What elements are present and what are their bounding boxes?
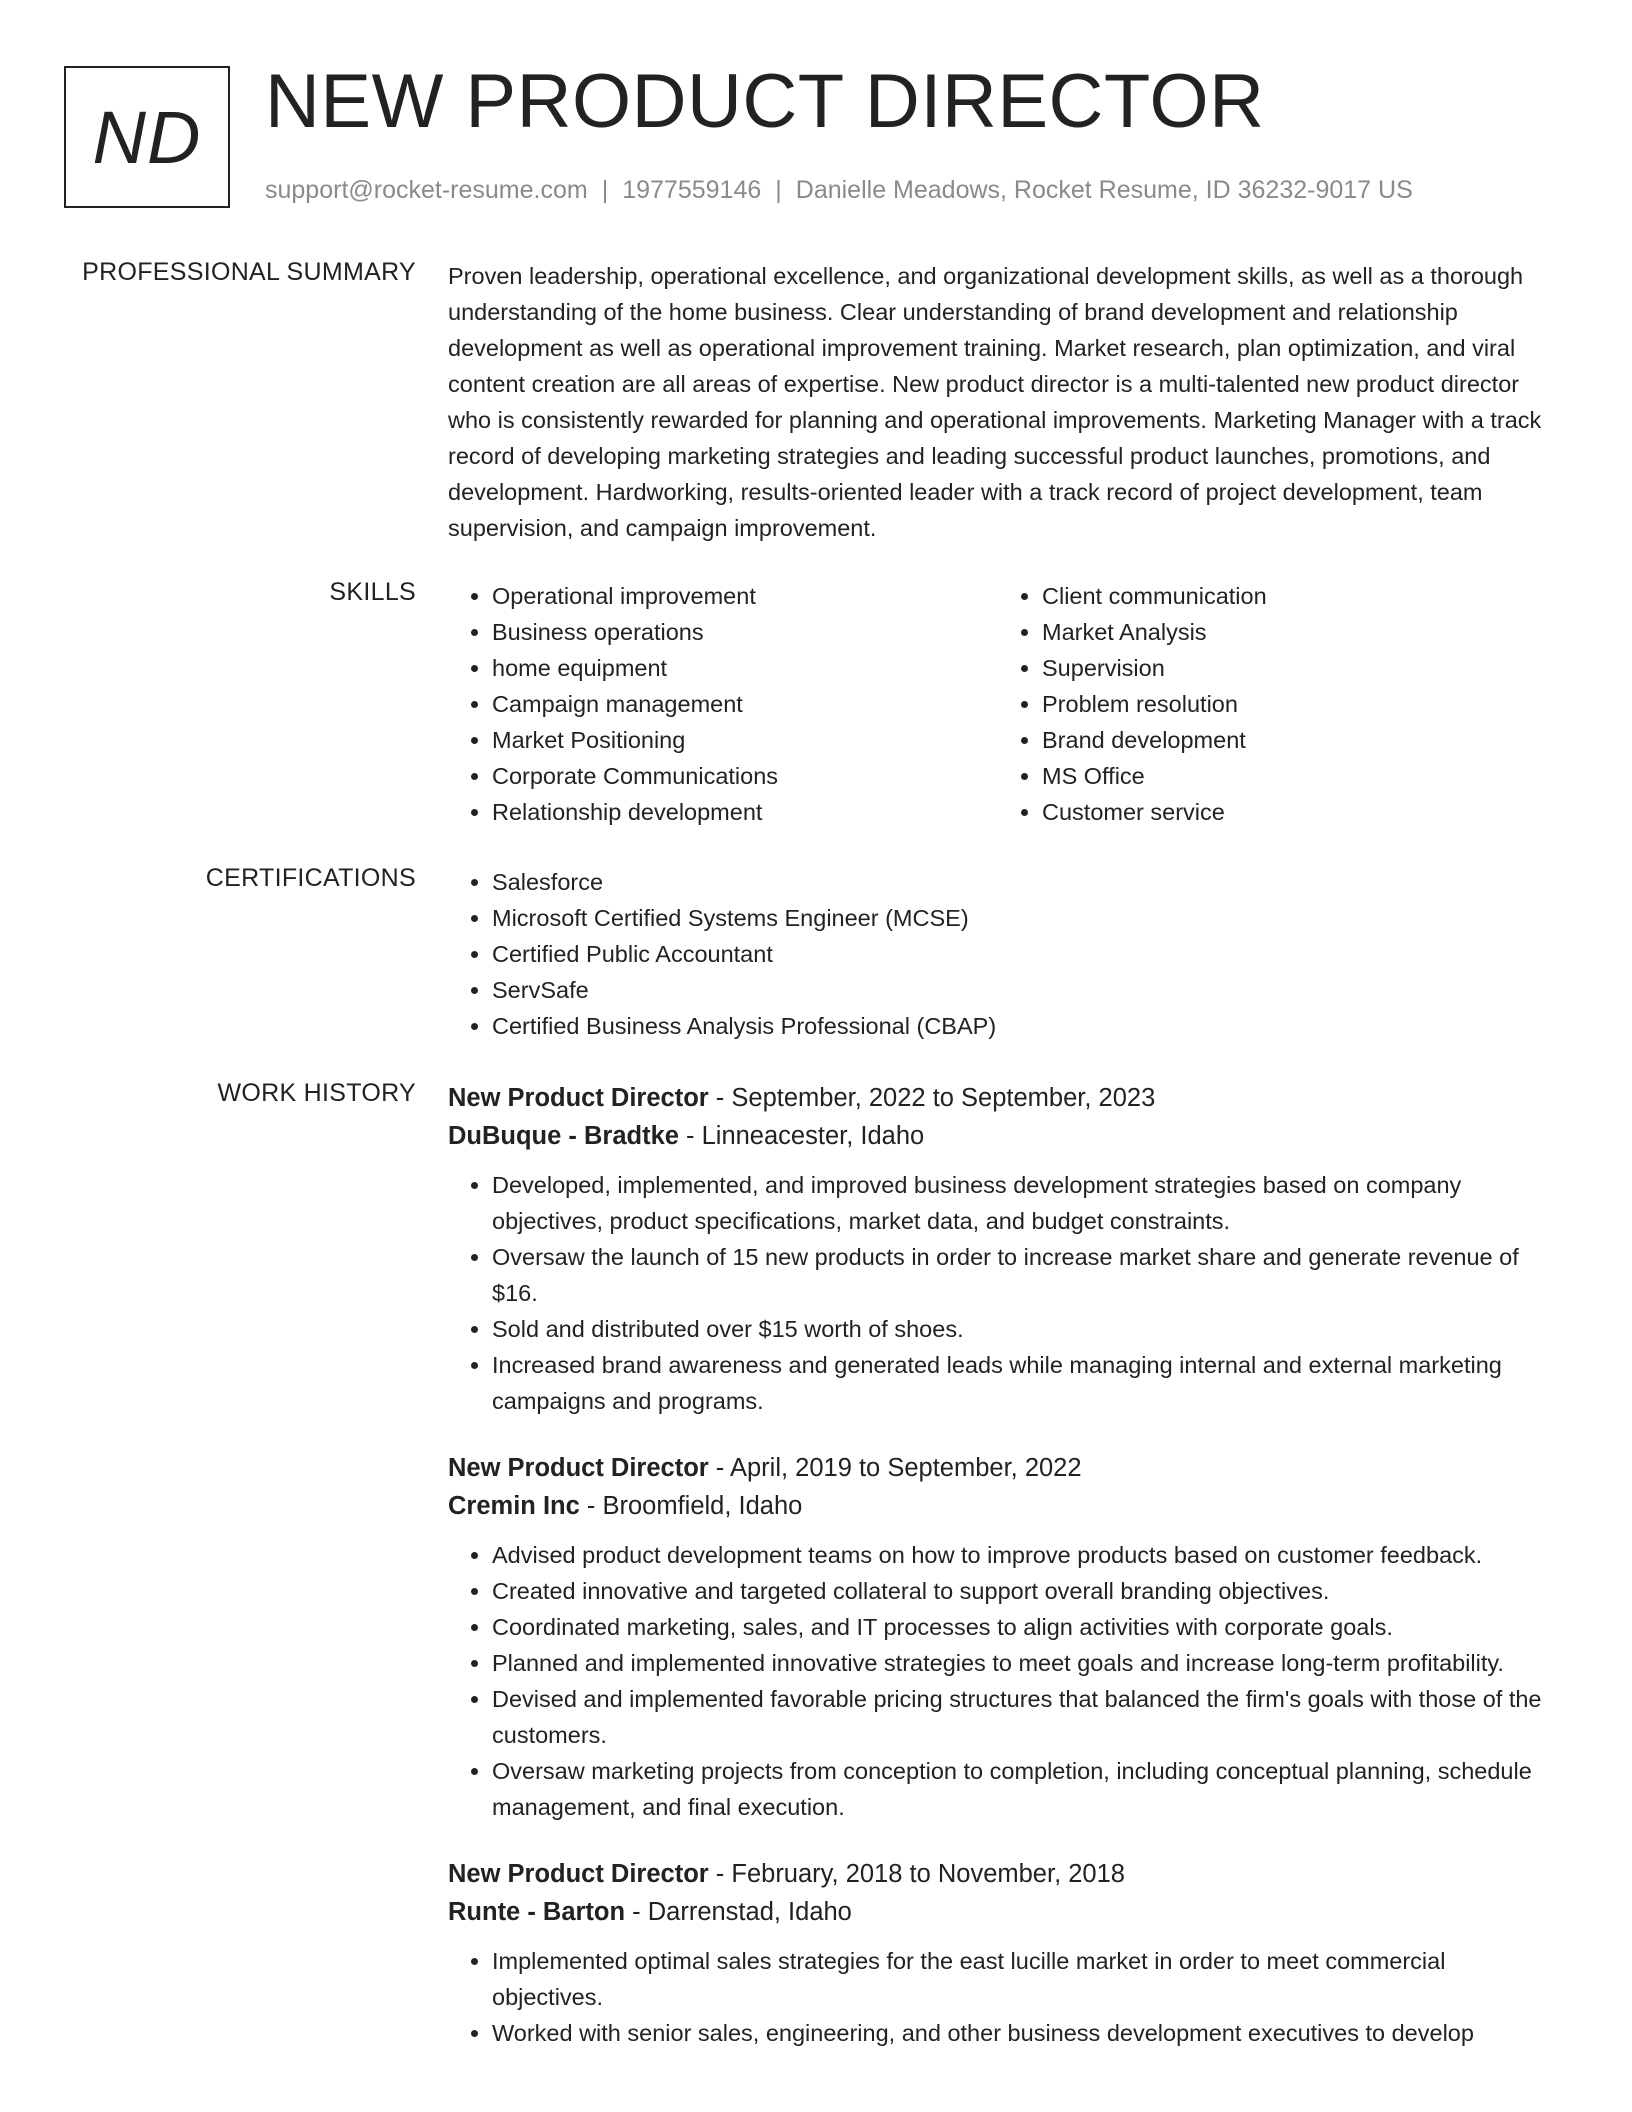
job-entry (448, 1079, 1556, 1419)
contact-address: Danielle Meadows, Rocket Resume, ID 36232-9017 US (795, 176, 1413, 204)
job-company: Runte - Barton (448, 1898, 626, 1926)
skill-item: • Market Positioning (492, 722, 998, 758)
certification-item: • ServSafe (492, 972, 1556, 1008)
monogram-badge (64, 66, 230, 208)
job-bullet: • Sold and distributed over $15 worth of shoes. (492, 1311, 1556, 1347)
job-title: New Product Director (448, 1860, 709, 1888)
monogram-initials: ND (92, 95, 202, 179)
job-bullets (448, 1537, 1556, 1825)
job-bullet: • Devised and implemented favorable pricing structures that balanced the firm's goals with those of the customers. (492, 1681, 1556, 1753)
job-title: New Product Director (448, 1084, 709, 1112)
certification-item: • Microsoft Certified Systems Engineer (MCSE) (492, 900, 1556, 936)
job-entry (448, 1855, 1556, 2051)
contact-email[interactable]: support@rocket-resume.com (265, 176, 588, 204)
certifications-list (448, 864, 1556, 1044)
job-dates: - April, 2019 to September, 2022 (708, 1454, 1082, 1482)
job-bullet: • Coordinated marketing, sales, and IT processes to align activities with corporate goals. (492, 1609, 1556, 1645)
skill-item: • Business operations (492, 614, 998, 650)
job-location: - Broomfield, Idaho (579, 1492, 803, 1520)
job-bullet: • Developed, implemented, and improved business development strategies based on company objectives, product specifications, market data, and budget constraints. (492, 1167, 1556, 1239)
skill-item: • Customer service (1042, 794, 1548, 830)
certifications-body (448, 864, 1556, 1044)
skills-list-left (448, 578, 998, 830)
job-bullet: • Advised product development teams on how to improve products based on customer feedback. (492, 1537, 1556, 1573)
job-location: - Linneacester, Idaho (678, 1122, 925, 1150)
skill-item: • Market Analysis (1042, 614, 1548, 650)
job-title-line (448, 1855, 1556, 1893)
skill-item: • Brand development (1042, 722, 1548, 758)
skill-item: • Corporate Communications (492, 758, 998, 794)
job-title-line (448, 1449, 1556, 1487)
job-bullets (448, 1943, 1556, 2051)
contact-line (265, 176, 1413, 205)
work-history-body (448, 1079, 1556, 2081)
section-label-certifications: CERTIFICATIONS (205, 864, 416, 892)
skill-item: • Relationship development (492, 794, 998, 830)
skills-list-right (998, 578, 1548, 830)
skill-item: • Operational improvement (492, 578, 998, 614)
section-label-skills: SKILLS (329, 578, 416, 606)
contact-separator: | (601, 176, 609, 204)
job-title: New Product Director (448, 1454, 709, 1482)
job-company-line (448, 1893, 1556, 1931)
job-bullet: • Increased brand awareness and generated leads while managing internal and external marketing campaigns and programs. (492, 1347, 1556, 1419)
skill-item: • Problem resolution (1042, 686, 1548, 722)
job-bullet: • Planned and implemented innovative strategies to meet goals and increase long-term profitability. (492, 1645, 1556, 1681)
job-location: - Darrenstad, Idaho (625, 1898, 852, 1926)
job-title-line (448, 1079, 1556, 1117)
job-dates: - September, 2022 to September, 2023 (708, 1084, 1156, 1112)
job-bullet: • Oversaw marketing projects from conception to completion, including conceptual planning, schedule management, and final execution. (492, 1753, 1556, 1825)
certification-item: • Certified Business Analysis Professional (CBAP) (492, 1008, 1556, 1044)
job-bullet: • Created innovative and targeted collateral to support overall branding objectives. (492, 1573, 1556, 1609)
page-title: NEW PRODUCT DIRECTOR (265, 59, 1265, 144)
section-label-summary: PROFESSIONAL SUMMARY (82, 258, 416, 286)
job-bullet: • Implemented optimal sales strategies for the east lucille market in order to meet commercial objectives. (492, 1943, 1556, 2015)
skill-item: • Supervision (1042, 650, 1548, 686)
contact-separator: | (775, 176, 782, 204)
skill-item: • Client communication (1042, 578, 1548, 614)
job-company: Cremin Inc (448, 1492, 580, 1520)
summary-body (448, 258, 1556, 546)
skill-item: • MS Office (1042, 758, 1548, 794)
section-label-work-history: WORK HISTORY (217, 1079, 416, 1107)
summary-text: Proven leadership, operational excellence, and organizational development skills, as well as a thorough understanding of the home business. Clear understanding of brand development and relationship development as well as operational improvement training. Market research, plan optimization, and viral content creation are all areas of expertise. New product director is a multi-talented new product director who is consistently rewarded for planning and operational improvements. Marketing Manager with a track record of developing marketing strategies and leading successful product launches, promotions, and development. Hardworking, results-oriented leader with a track record of project development, team supervision, and campaign improvement. (448, 263, 1542, 541)
job-company: DuBuque - Bradtke (448, 1122, 679, 1150)
job-bullet: • Worked with senior sales, engineering, and other business development executives to develop (492, 2015, 1556, 2051)
job-dates: - February, 2018 to November, 2018 (708, 1860, 1125, 1888)
skill-item: • Campaign management (492, 686, 998, 722)
certification-item: • Salesforce (492, 864, 1556, 900)
contact-phone[interactable]: 1977559146 (622, 176, 762, 204)
job-entry (448, 1449, 1556, 1825)
skill-item: • home equipment (492, 650, 998, 686)
job-company-line (448, 1117, 1556, 1155)
job-bullet: • Oversaw the launch of 15 new products in order to increase market share and generate revenue of $16. (492, 1239, 1556, 1311)
certification-item: • Certified Public Accountant (492, 936, 1556, 972)
skills-body (448, 578, 1556, 830)
job-company-line (448, 1487, 1556, 1525)
job-bullets (448, 1167, 1556, 1419)
